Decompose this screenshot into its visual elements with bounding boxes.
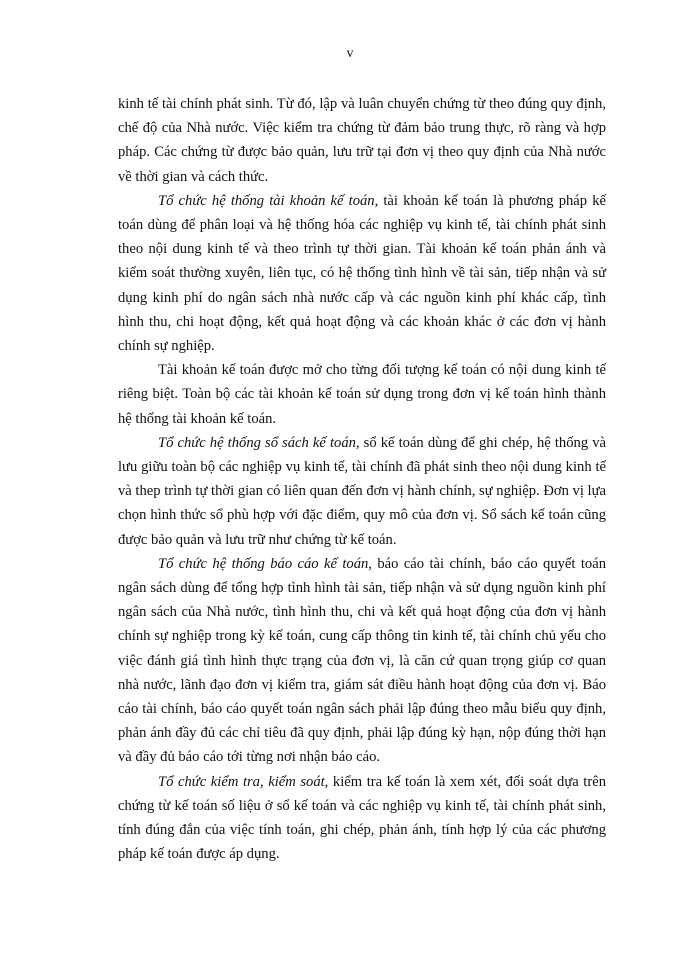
paragraph-4 bbox=[118, 431, 606, 552]
paragraph-3 bbox=[118, 358, 606, 431]
paragraph-1 bbox=[118, 92, 606, 189]
paragraph-1-text: kinh tế tài chính phát sinh. Từ đó, lập và luân chuyển chứng từ theo đúng quy định, chế độ của Nhà nước. Việc kiểm tra chứng từ đảm bảo trung thực, rõ ràng và hợp pháp. Các chứng từ được bảo quản, lưu trữ tại đơn vị theo quy định của Nhà nước về thời gian và cách thức. bbox=[118, 96, 606, 185]
paragraph-6 bbox=[118, 770, 606, 867]
paragraph-4-text: sổ kế toán dùng để ghi chép, hệ thống và lưu giữu toàn bộ các nghiệp vụ kinh tế, tài chính đã phát sinh theo nội dung kinh tế và thep trình tự thời gian có liên quan đến đơn vị hành chính, sự nghiệp. Đơn vị lựa chọn hình thức sổ phù hợp với đặc điểm, quy mô của đơn vị. Sổ sách kế toán cũng được bảo quản và lưu trữ như chứng từ kế toán. bbox=[118, 434, 606, 548]
document-body bbox=[118, 92, 606, 867]
paragraph-2-text: tài khoản kế toán là phương pháp kế toán dùng để phân loại và hệ thống hóa các nghiệp vụ kinh tế, tài chính phát sinh theo nội dung kinh tế và theo trình tự thời gian. Tài khoản kế toán phản ánh và kiểm soát thường xuyên, liên tục, có hệ thống tình hình về tài sản, tiếp nhận và sử dụng kinh phí do ngân sách nhà nước cấp và các nguồn kinh phí khác cấp, tình hình thu, chi hoạt động, kết quả hoạt động và các khoản khác ở các đơn vị hành chính sự nghiệp. bbox=[118, 192, 606, 355]
paragraph-6-heading: Tổ chức kiểm tra, kiểm soát, bbox=[158, 773, 329, 790]
paragraph-4-heading: Tổ chức hệ thống sổ sách kế toán, bbox=[158, 434, 360, 451]
paragraph-5-heading: Tổ chức hệ thống báo cáo kế toán, bbox=[158, 555, 372, 572]
paragraph-5 bbox=[118, 552, 606, 770]
paragraph-3-text: Tài khoản kế toán được mở cho từng đối tượng kế toán có nội dung kinh tế riêng biệt. Toàn bộ các tài khoản kế toán sử dụng trong đơn vị kế toán hình thành hệ thống tài khoản kế toán. bbox=[118, 362, 606, 427]
paragraph-5-text: báo cáo tài chính, báo cáo quyết toán ngân sách dùng để tổng hợp tình hình tài sản, tiếp nhận và sử dụng nguồn kinh phí ngân sách của Nhà nước, tình hình thu, chi và kết quả hoạt động của đơn vị hành chính sự nghiệp trong kỳ kế toán, cung cấp thông tin kinh tế, tài chính chủ yếu cho việc đánh giá tình hình thực trạng của đơn vị, là căn cứ quan trọng giúp cơ quan nhà nước, lãnh đạo đơn vị kiểm tra, giám sát điều hành hoạt động của đơn vị. Báo cáo tài chính, báo cáo quyết toán ngân sách phải lập đúng theo mẫu biểu quy định, phản ánh đầy đủ các chỉ tiêu đã quy định, phải lập đúng kỳ hạn, nộp đúng thời hạn và đầy đủ báo cáo tới từng nơi nhận báo cáo. bbox=[118, 555, 606, 766]
paragraph-2 bbox=[118, 189, 606, 358]
paragraph-2-heading: Tổ chức hệ thống tài khoản kế toán, bbox=[158, 192, 379, 209]
paragraph-6-text: kiểm tra kế toán là xem xét, đối soát dựa trên chứng từ kế toán số liệu ở sổ kế toán và các nghiệp vụ kinh tế, tài chính phát sinh, tính đúng đắn của việc tính toán, ghi chép, phản ánh, tính hợp lý của các phương pháp kế toán được áp dụng. bbox=[118, 773, 606, 863]
page-number: v bbox=[346, 46, 354, 61]
